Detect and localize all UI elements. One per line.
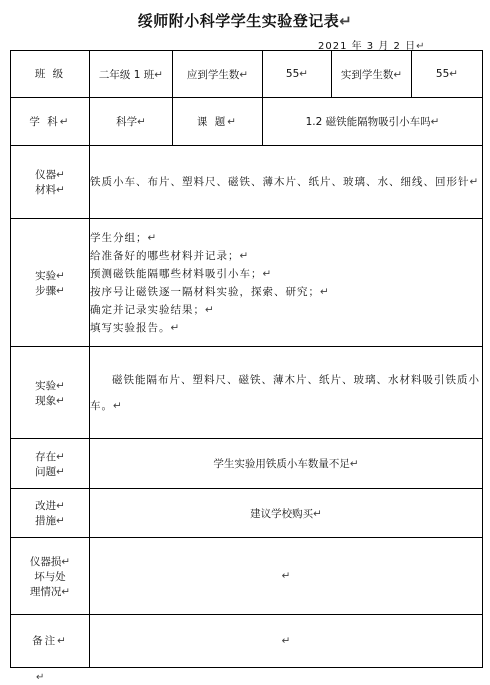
equipment-damage-label-cell: 仪器损↵ 坏与处 理情况↵ [11, 538, 90, 615]
row-equipment-damage [11, 538, 483, 615]
row-subject [11, 98, 483, 146]
row-notes [11, 615, 483, 668]
subject-label-cell: 学 科↵ [11, 98, 90, 146]
measures-label-cell: 改进↵ 措施↵ [11, 489, 90, 538]
class-value-cell: 二年级 1 班↵ [90, 51, 173, 98]
step-item: 学生分组；↵ [90, 231, 158, 244]
expected-students-value-cell: 55↵ [263, 51, 332, 98]
step-item: 预测磁铁能隔哪些材料吸引小车；↵ [90, 267, 273, 280]
step-item: 按序号让磁铁逐一隔材料实验，探索、研究；↵ [90, 285, 330, 298]
trailing-paragraph-mark: ↵ [36, 672, 45, 683]
materials-content-cell: 铁质小车、布片、塑料尺、磁铁、薄木片、纸片、玻璃、水、细线、回形针↵ [90, 146, 483, 219]
actual-students-label-cell: 实到学生数↵ [332, 51, 412, 98]
row-measures [11, 489, 483, 538]
issues-label-cell: 存在↵ 问题↵ [11, 439, 90, 489]
step-item: 填写实验报告。↵ [90, 321, 181, 334]
step-item: 给准备好的哪些材料并记录；↵ [90, 249, 250, 262]
notes-label-cell: 备注↵ [11, 615, 90, 668]
phenomenon-label-cell: 实验↵ 现象↵ [11, 347, 90, 439]
actual-students-value-cell: 55↵ [412, 51, 483, 98]
step-item: 确定并记录实验结果；↵ [90, 303, 215, 316]
row-steps [11, 219, 483, 347]
equipment-damage-content-cell: ↵ [90, 538, 483, 615]
row-phenomenon [11, 347, 483, 439]
row-class [11, 51, 483, 98]
steps-content-cell [90, 219, 483, 347]
measures-content-cell: 建议学校购买↵ [90, 489, 483, 538]
subject-value-cell: 科学↵ [90, 98, 173, 146]
issues-content-cell: 学生实验用铁质小车数量不足↵ [90, 439, 483, 489]
phenomenon-content-cell: 磁铁能隔布片、塑料尺、磁铁、薄木片、纸片、玻璃、水材料吸引铁质小车。↵ [90, 347, 483, 439]
expected-students-label-cell: 应到学生数↵ [173, 51, 263, 98]
row-issues [11, 439, 483, 489]
topic-value-cell: 1.2 磁铁能隔物吸引小车吗↵ [263, 98, 483, 146]
registration-table [10, 50, 483, 668]
row-materials [11, 146, 483, 219]
page-title: 绥师附小科学学生实验登记表↵ [137, 12, 353, 30]
class-label-cell: 班 级 [11, 51, 90, 98]
record-date: 2021 年 3 月 2 日↵ [318, 41, 426, 52]
materials-label-cell: 仪器↵ 材料↵ [11, 146, 90, 219]
notes-content-cell: ↵ [90, 615, 483, 668]
topic-label-cell: 课 题↵ [173, 98, 263, 146]
steps-label-cell: 实验↵ 步骤↵ [11, 219, 90, 347]
